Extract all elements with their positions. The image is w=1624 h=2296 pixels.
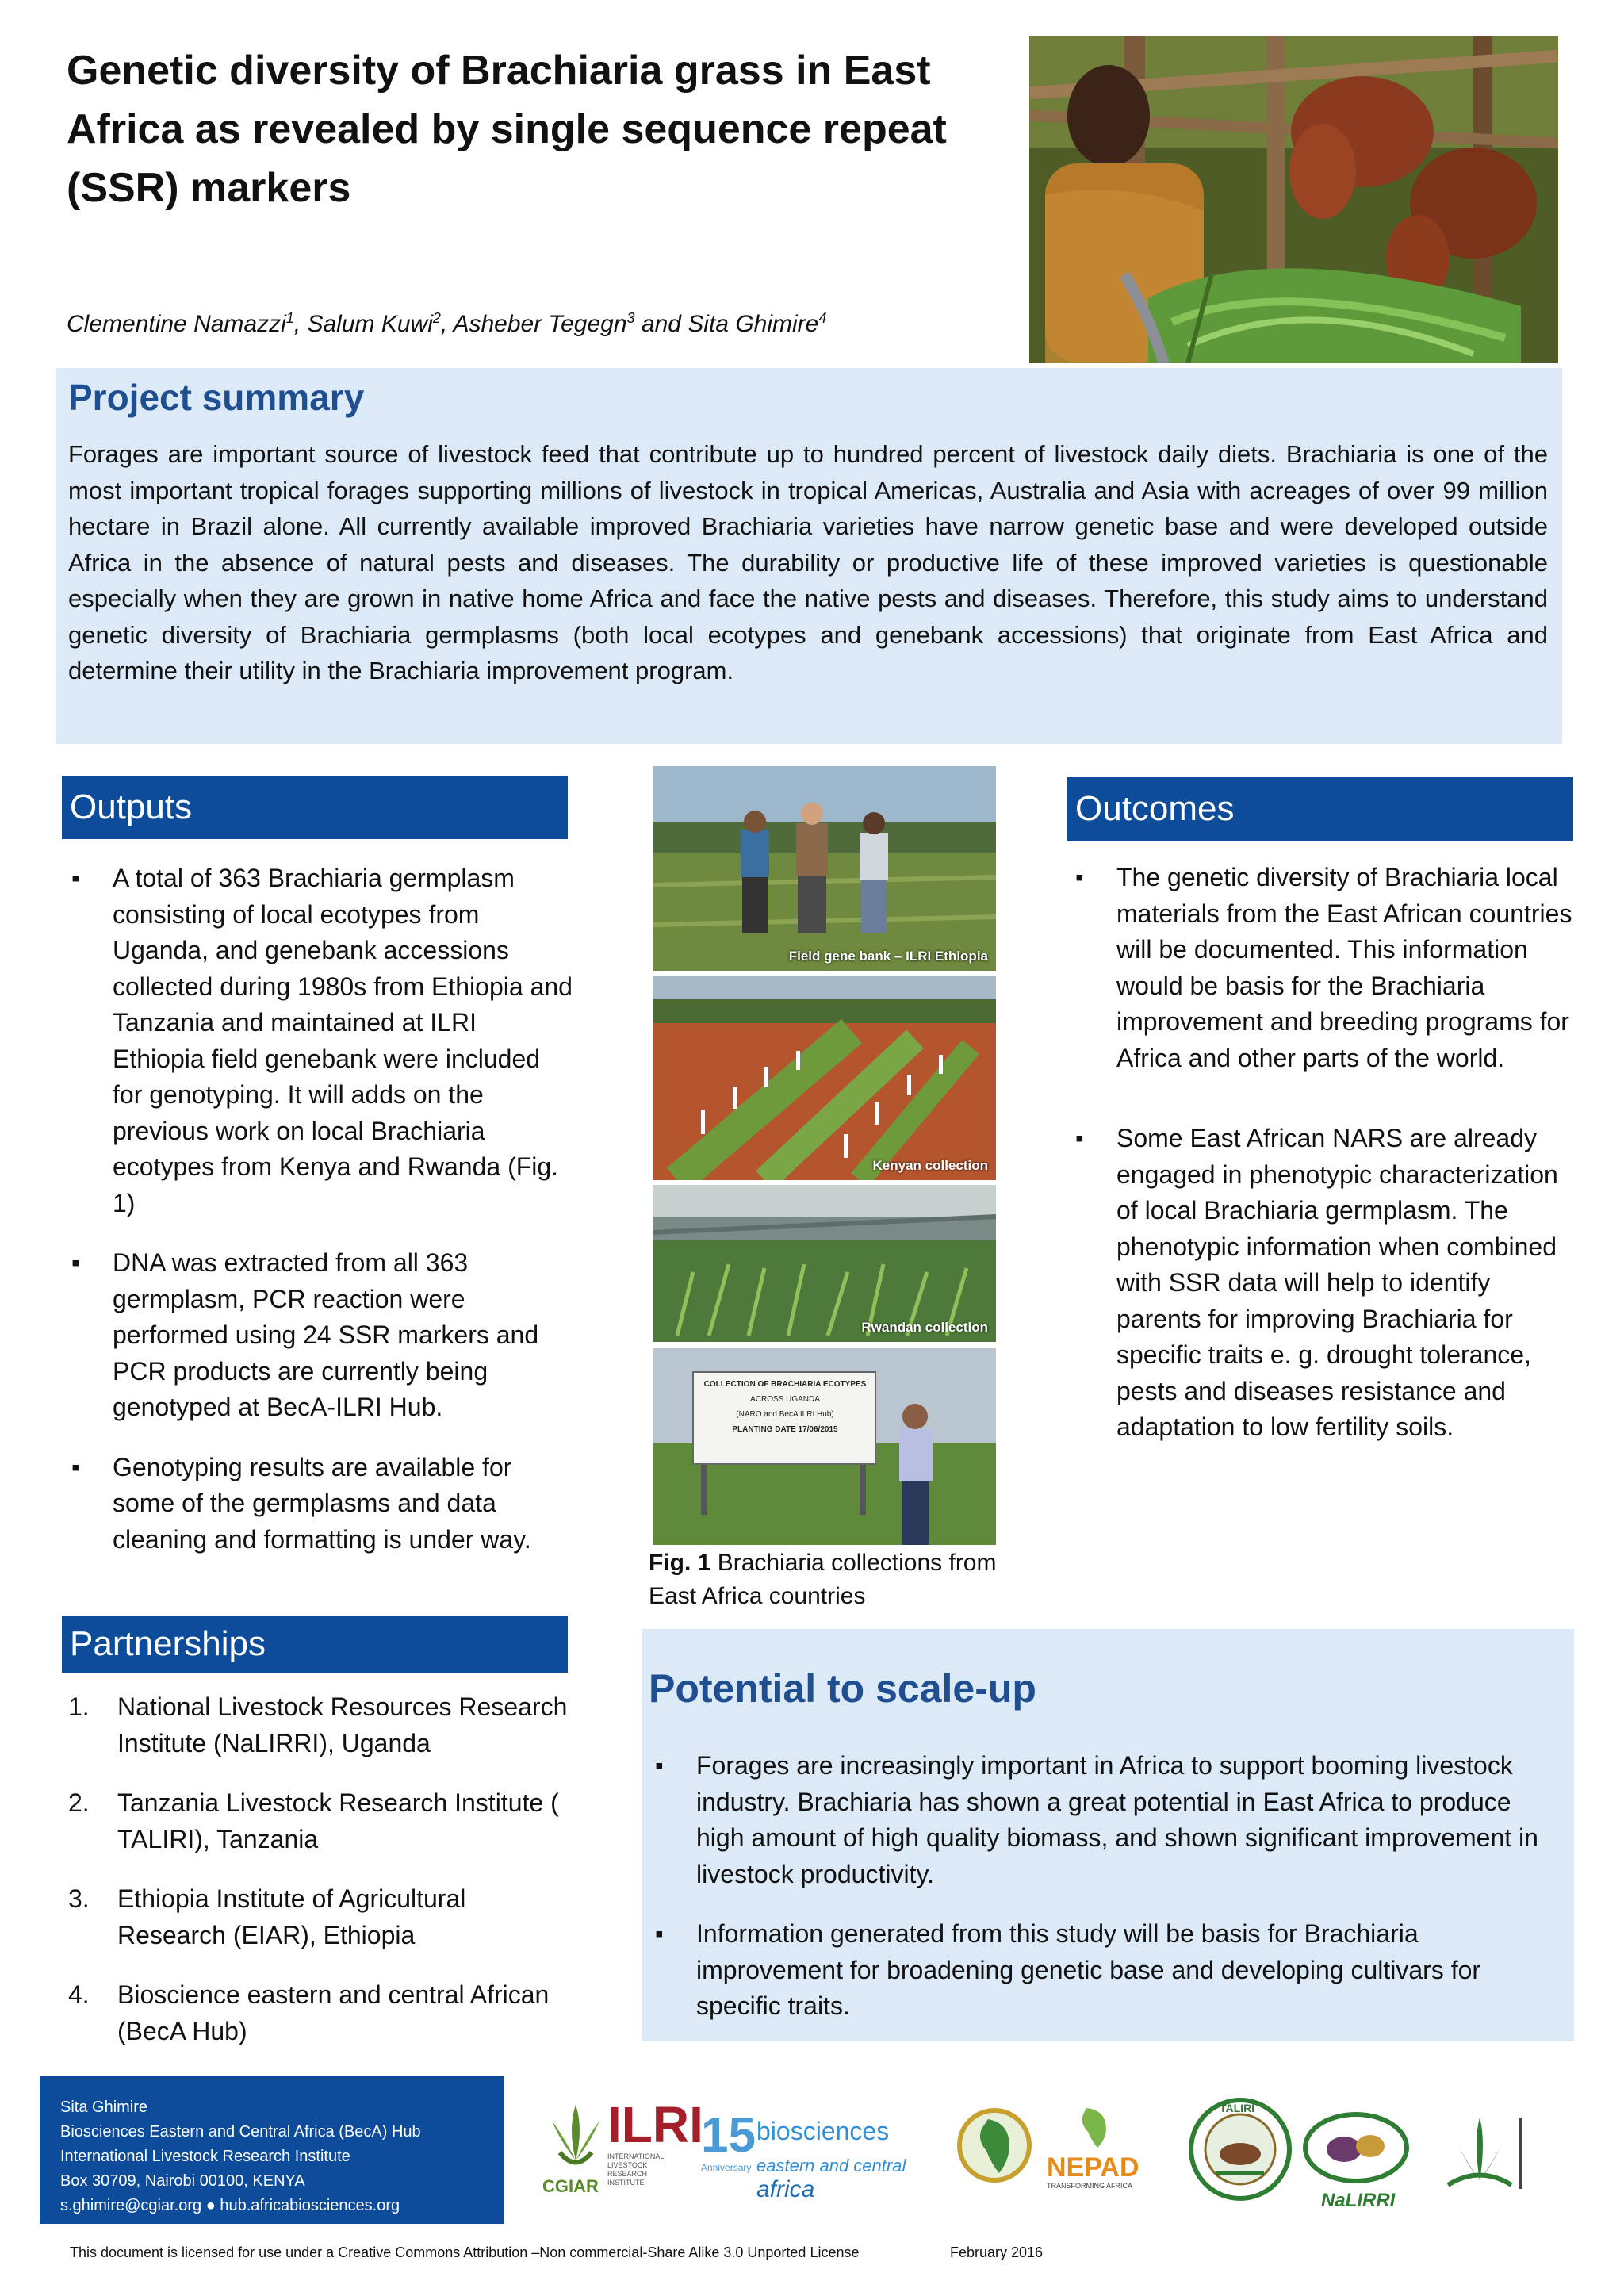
partnerships-list bbox=[68, 1689, 576, 2049]
affiliation-mark: 3 bbox=[626, 310, 635, 326]
license-text: This document is licensed for use under a Creative Commons Attribution –Non commercial-Share Alike 3.0 Unported License bbox=[70, 2244, 860, 2260]
list-item: ▪ Information generated from this study will be basis for Brachiaria improvement for broadening genetic base and developing cultivars for specific traits. bbox=[650, 1916, 1554, 2025]
contact-address: Box 30709, Nairobi 00100, KENYA bbox=[60, 2172, 305, 2190]
outputs-heading: Outputs bbox=[62, 776, 568, 839]
outcomes-list bbox=[1071, 860, 1578, 1446]
author-name: Asheber Tegegn bbox=[453, 311, 627, 337]
list-item: 4. Bioscience eastern and central African (BecA Hub) bbox=[68, 1980, 550, 2045]
date-text: February 2016 bbox=[950, 2244, 1044, 2260]
contact-box bbox=[40, 2076, 504, 2224]
list-item: ▪ The genetic diversity of Brachiaria local materials from the East African countries will be documented. This information would be basis for the Brachiaria improvement and breeding programs for Africa and other parts of the world. bbox=[1071, 860, 1578, 1076]
poster-title: Genetic diversity of Brachiaria grass in East Africa as revealed by single sequence repeat (SSR) markers bbox=[67, 48, 947, 211]
affiliation-mark: 1 bbox=[285, 310, 294, 326]
list-item: ▪ Some East African NARS are already engaged in phenotypic characterization of local Brachiaria germplasm. The phenotypic information when combined with SSR data will help to identify parents for improving Brachiaria for specific traits e. g. drought tolerance, pests and diseases resistance and adaptation to low fertility soils. bbox=[1071, 1121, 1578, 1446]
affiliation-mark: 4 bbox=[818, 310, 827, 326]
partnerships-section bbox=[68, 1689, 576, 2073]
outputs-section bbox=[67, 861, 574, 1581]
author-name: Sita Ghimire bbox=[688, 311, 819, 337]
project-summary-text: Forages are important source of livestock feed that contribute up to hundred percent of livestock daily diets. Brachiaria is one of the most important tropical forages supporting millions of livestock in tropical Americas, Australia and Asia with acreages of over 99 million hectare in Brazil alone. All currently available improved Brachiaria varieties have narrow genetic base and were developed outside Africa in the absence of natural pests and diseases. The durability or productive life of these improved varieties is questionable especially when they are grown in native home Africa and face the native pests and diseases. Therefore, this study aims to understand genetic diversity of Brachiaria germplasms (both local ecotypes and genebank accessions) that originate from East Africa and determine their utility in the Brachiaria improvement program. bbox=[68, 440, 1548, 684]
author-name: Salum Kuwi bbox=[307, 311, 433, 337]
anniversary-logo: 15 Anniversary bbox=[701, 2108, 756, 2173]
photo-caption: Kenyan collection bbox=[872, 1158, 988, 1173]
figure-label: Fig. 1 bbox=[649, 1550, 711, 1576]
author-name: Clementine Namazzi bbox=[67, 311, 286, 337]
eiar-logo bbox=[1432, 2110, 1527, 2197]
scale-up-list bbox=[650, 1748, 1554, 2049]
affiliation-mark: 2 bbox=[432, 310, 441, 326]
header-photo bbox=[1029, 36, 1558, 363]
author-connector: and bbox=[641, 311, 681, 337]
photo-rwandan-collection bbox=[653, 1185, 996, 1342]
taliri-logo: TALIRI bbox=[1185, 2094, 1296, 2205]
beca-logo: biosciences eastern and central africa bbox=[756, 2117, 906, 2202]
ilri-logo: ILRI INTERNATIONAL LIVESTOCK RESEARCH INSTITUTE bbox=[607, 2096, 703, 2187]
outputs-list bbox=[67, 861, 574, 1558]
contact-org: Biosciences Eastern and Central Africa (BecA) Hub bbox=[60, 2123, 421, 2141]
list-item: ▪ Forages are increasingly important in Africa to support booming livestock industry. Brachiaria has shown a great potential in East Africa to produce high amount of high quality biomass, and shown significant improvement in livestock productivity. bbox=[650, 1748, 1554, 1892]
contact-org: International Livestock Research Institute bbox=[60, 2148, 350, 2165]
photo-caption: Field gene bank – ILRI Ethiopia bbox=[788, 949, 988, 964]
photo-uganda-collection bbox=[653, 1348, 996, 1545]
partnerships-heading: Partnerships bbox=[62, 1616, 568, 1673]
photo-field-genebank bbox=[653, 766, 996, 971]
figure-caption: Fig. 1 Brachiaria collections from East Africa countries bbox=[649, 1550, 997, 1609]
list-item: 2. Tanzania Livestock Research Institute ( TALIRI), Tanzania bbox=[68, 1788, 559, 1853]
list-item: 3. Ethiopia Institute of Agricultural Research (EIAR), Ethiopia bbox=[68, 1884, 466, 1949]
scale-up-panel bbox=[642, 1629, 1574, 2041]
sign-text: COLLECTION OF BRACHIARIA ECOTYPES ACROSS UGANDA (NARO and BecA ILRI Hub) PLANTING DATE 17/06/2015 bbox=[703, 1380, 867, 1434]
list-item: ▪ Genotyping results are available for some of the germplasms and data cleaning and formatting is under way. bbox=[67, 1450, 574, 1558]
nepad-logo: NEPAD TRANSFORMING AFRICA bbox=[1047, 2105, 1158, 2192]
project-summary-panel bbox=[56, 368, 1562, 744]
outcomes-section bbox=[1071, 860, 1578, 1470]
cgiar-logo: CGIAR bbox=[536, 2097, 615, 2200]
scale-up-heading: Potential to scale-up bbox=[649, 1666, 1036, 1711]
african-union-logo bbox=[956, 2102, 1032, 2189]
author-list: Clementine Namazzi$^1$, Salum Kuwi$^2$, Asheber Tegegn$^3$ and Sita Ghimire$^4$ bbox=[67, 310, 827, 337]
list-item: ▪ DNA was extracted from all 363 germplasm, PCR reaction were performed using 24 SSR markers and PCR products are currently being genotyped at BecA-ILRI Hub. bbox=[67, 1245, 574, 1426]
photo-kenyan-collection bbox=[653, 976, 996, 1180]
list-item: 1. National Livestock Resources Research Institute (NaLIRRI), Uganda bbox=[68, 1692, 568, 1757]
list-item: ▪ A total of 363 Brachiaria germplasm consisting of local ecotypes from Uganda, and genebank accessions collected during 1980s from Ethiopia and Tanzania and maintained at ILRI Ethiopia field genebank were included for genotyping. It will adds on the previous work on local Brachiaria ecotypes from Kenya and Rwanda (Fig. 1) bbox=[67, 861, 574, 1221]
outcomes-heading: Outcomes bbox=[1067, 777, 1573, 841]
contact-name: Sita Ghimire bbox=[60, 2099, 148, 2116]
contact-links: s.ghimire@cgiar.org ● hub.africabiosciences.org bbox=[60, 2197, 400, 2214]
project-summary-heading: Project summary bbox=[68, 377, 365, 418]
nalirri-logo: NaLIRRI bbox=[1300, 2110, 1411, 2213]
photo-caption: Rwandan collection bbox=[861, 1320, 988, 1335]
